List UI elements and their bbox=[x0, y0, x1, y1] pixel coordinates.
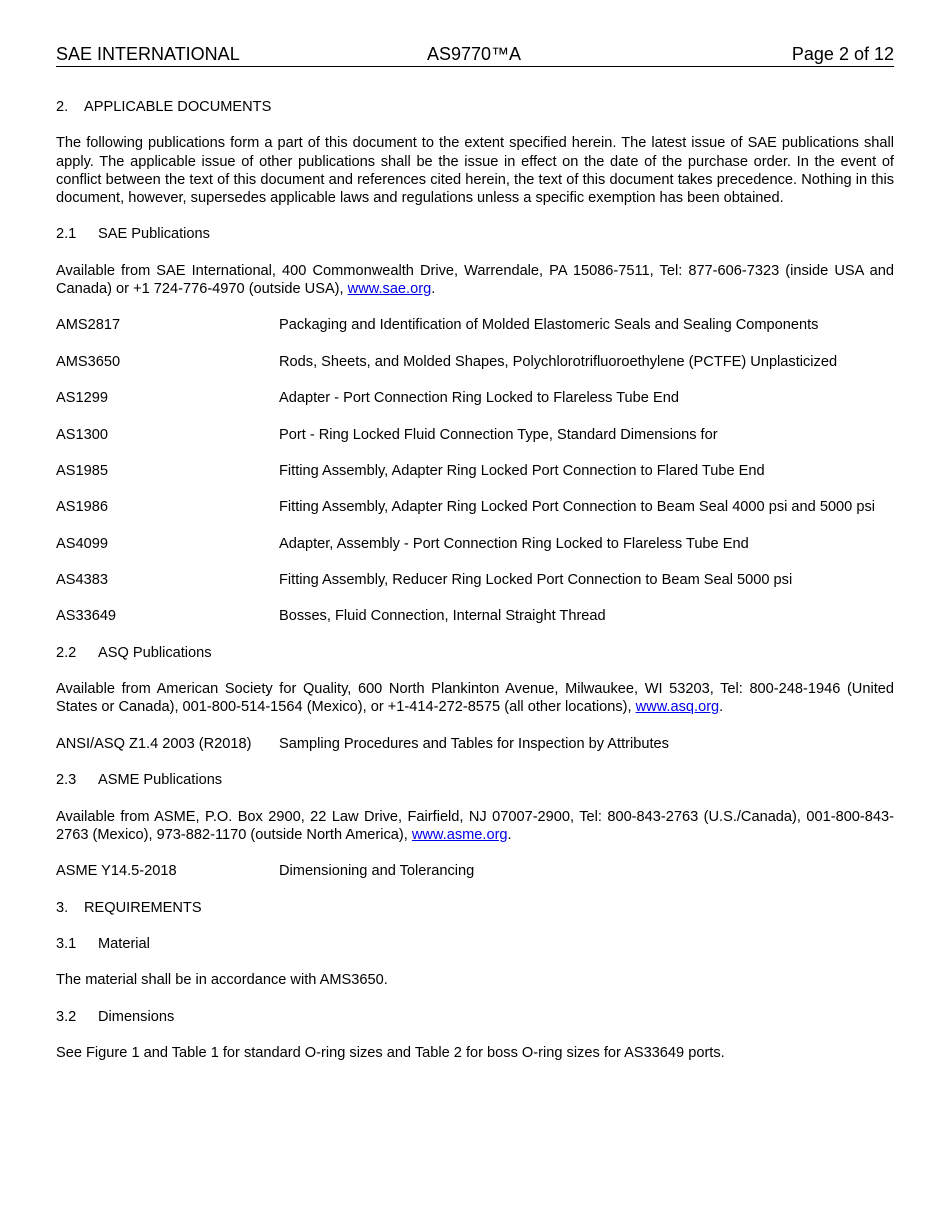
section-3-1-paragraph: The material shall be in accordance with AMS3650. bbox=[56, 972, 388, 989]
reference-title: Fitting Assembly, Reducer Ring Locked Port Connection to Beam Seal 5000 psi bbox=[279, 572, 793, 589]
document-body bbox=[56, 98, 894, 1080]
section-3-1-heading bbox=[56, 935, 894, 953]
reference-code: AS33649 bbox=[56, 608, 117, 625]
reference-row bbox=[56, 735, 894, 753]
reference-title: Rods, Sheets, and Molded Shapes, Polychlorotrifluoroethylene (PCTFE) Unplasticized bbox=[279, 353, 838, 370]
reference-row bbox=[56, 389, 894, 407]
asme-availability-text: Available from ASME, P.O. Box 2900, 22 Law Drive, Fairfield, NJ 07007-2900, Tel: 800-843-2763 (U.S./Canada), 001-800-843-2763 (Mexico), 973-882-1170 (outside North America), bbox=[56, 808, 894, 843]
section-title: APPLICABLE DOCUMENTS bbox=[84, 99, 272, 115]
reference-row bbox=[56, 535, 894, 553]
section-number: 3.2 bbox=[56, 1008, 77, 1025]
sae-availability-text: Available from SAE International, 400 Commonwealth Drive, Warrendale, PA 15086-7511, Tel: 877-606-7323 (inside USA and Canada) or +1 724-776-4970 (outside USA), bbox=[56, 262, 894, 297]
header-document-id: AS9770™A bbox=[427, 44, 522, 64]
section-number: 2.1 bbox=[56, 226, 77, 243]
document-page bbox=[56, 0, 894, 1230]
reference-code: ASME Y14.5-2018 bbox=[56, 863, 177, 880]
section-number: 3. bbox=[56, 899, 69, 916]
section-title: SAE Publications bbox=[98, 226, 210, 243]
section-2-heading bbox=[56, 98, 894, 116]
reference-row bbox=[56, 316, 894, 334]
header-organization: SAE INTERNATIONAL bbox=[56, 44, 240, 64]
section-title: ASME Publications bbox=[98, 772, 223, 789]
reference-code: AS1299 bbox=[56, 390, 108, 407]
asq-availability-paragraph bbox=[56, 680, 894, 716]
page-header bbox=[56, 44, 894, 67]
reference-row bbox=[56, 353, 894, 371]
section-3-2-heading bbox=[56, 1008, 894, 1026]
reference-row bbox=[56, 426, 894, 444]
section-3-2-paragraph: See Figure 1 and Table 1 for standard O-ring sizes and Table 2 for boss O-ring sizes for AS33649 ports. bbox=[56, 1045, 725, 1062]
reference-row bbox=[56, 462, 894, 480]
reference-code: ANSI/ASQ Z1.4 2003 (R2018) bbox=[56, 735, 252, 752]
reference-title: Port - Ring Locked Fluid Connection Type, Standard Dimensions for bbox=[279, 426, 718, 443]
reference-code: AMS3650 bbox=[56, 353, 121, 370]
sae-website-link[interactable]: www.sae.org bbox=[347, 280, 432, 297]
section-number: 2.3 bbox=[56, 772, 77, 789]
sae-link-suffix: . bbox=[431, 280, 436, 297]
reference-title: Fitting Assembly, Adapter Ring Locked Port Connection to Flared Tube End bbox=[279, 462, 765, 479]
section-2-1-heading bbox=[56, 225, 894, 243]
section-title: ASQ Publications bbox=[98, 644, 212, 661]
section-title: Dimensions bbox=[98, 1008, 175, 1025]
asme-link-suffix: . bbox=[507, 826, 512, 843]
reference-title: Adapter, Assembly - Port Connection Ring Locked to Flareless Tube End bbox=[279, 535, 749, 552]
section-2-3-heading bbox=[56, 771, 894, 789]
reference-code: AS4099 bbox=[56, 535, 108, 552]
reference-row bbox=[56, 862, 894, 880]
reference-title: Bosses, Fluid Connection, Internal Straight Thread bbox=[279, 608, 606, 625]
sae-availability-paragraph bbox=[56, 262, 894, 298]
reference-code: AS4383 bbox=[56, 572, 108, 589]
reference-code: AS1986 bbox=[56, 499, 108, 516]
asq-link-suffix: . bbox=[719, 699, 724, 716]
reference-title: Adapter - Port Connection Ring Locked to Flareless Tube End bbox=[279, 390, 679, 407]
section-number: 2.2 bbox=[56, 644, 77, 661]
reference-code: AS1300 bbox=[56, 426, 108, 443]
reference-row bbox=[56, 498, 894, 516]
section-number: 3.1 bbox=[56, 935, 77, 952]
reference-title: Packaging and Identification of Molded Elastomeric Seals and Sealing Components bbox=[279, 317, 819, 334]
reference-row bbox=[56, 571, 894, 589]
section-2-2-heading bbox=[56, 644, 894, 662]
asq-availability-text: Available from American Society for Quality, 600 North Plankinton Avenue, Milwaukee, WI 53203, Tel: 800-248-1946 (United States or Canada), 001-800-514-1564 (Mexico), or +1-414-272-8575 (all other locations), bbox=[56, 681, 894, 716]
section-title: REQUIREMENTS bbox=[84, 899, 202, 916]
section-3-heading bbox=[56, 899, 894, 917]
reference-code: AMS2817 bbox=[56, 317, 121, 334]
reference-row bbox=[56, 607, 894, 625]
section-2-paragraph: The following publications form a part of this document to the extent specified herein. The latest issue of SAE publications shall apply. The applicable issue of other publications shall be the issue in effect on the date of the purchase order. In the event of conflict between the text of this document and references cited herein, the text of this document takes precedence. Nothing in this document, however, supersedes applicable laws and regulations unless a specific exemption has been obtained. bbox=[56, 135, 894, 206]
reference-code: AS1985 bbox=[56, 462, 108, 479]
asme-website-link[interactable]: www.asme.org bbox=[411, 826, 508, 843]
section-title: Material bbox=[98, 935, 150, 952]
reference-title: Fitting Assembly, Adapter Ring Locked Port Connection to Beam Seal 4000 psi and 5000 psi bbox=[279, 499, 875, 516]
section-number: 2. bbox=[56, 99, 69, 115]
reference-title: Dimensioning and Tolerancing bbox=[279, 863, 475, 880]
header-page-number: Page 2 of 12 bbox=[791, 44, 894, 64]
asme-availability-paragraph bbox=[56, 808, 894, 844]
asq-website-link[interactable]: www.asq.org bbox=[635, 699, 720, 716]
reference-title: Sampling Procedures and Tables for Inspection by Attributes bbox=[279, 735, 669, 752]
